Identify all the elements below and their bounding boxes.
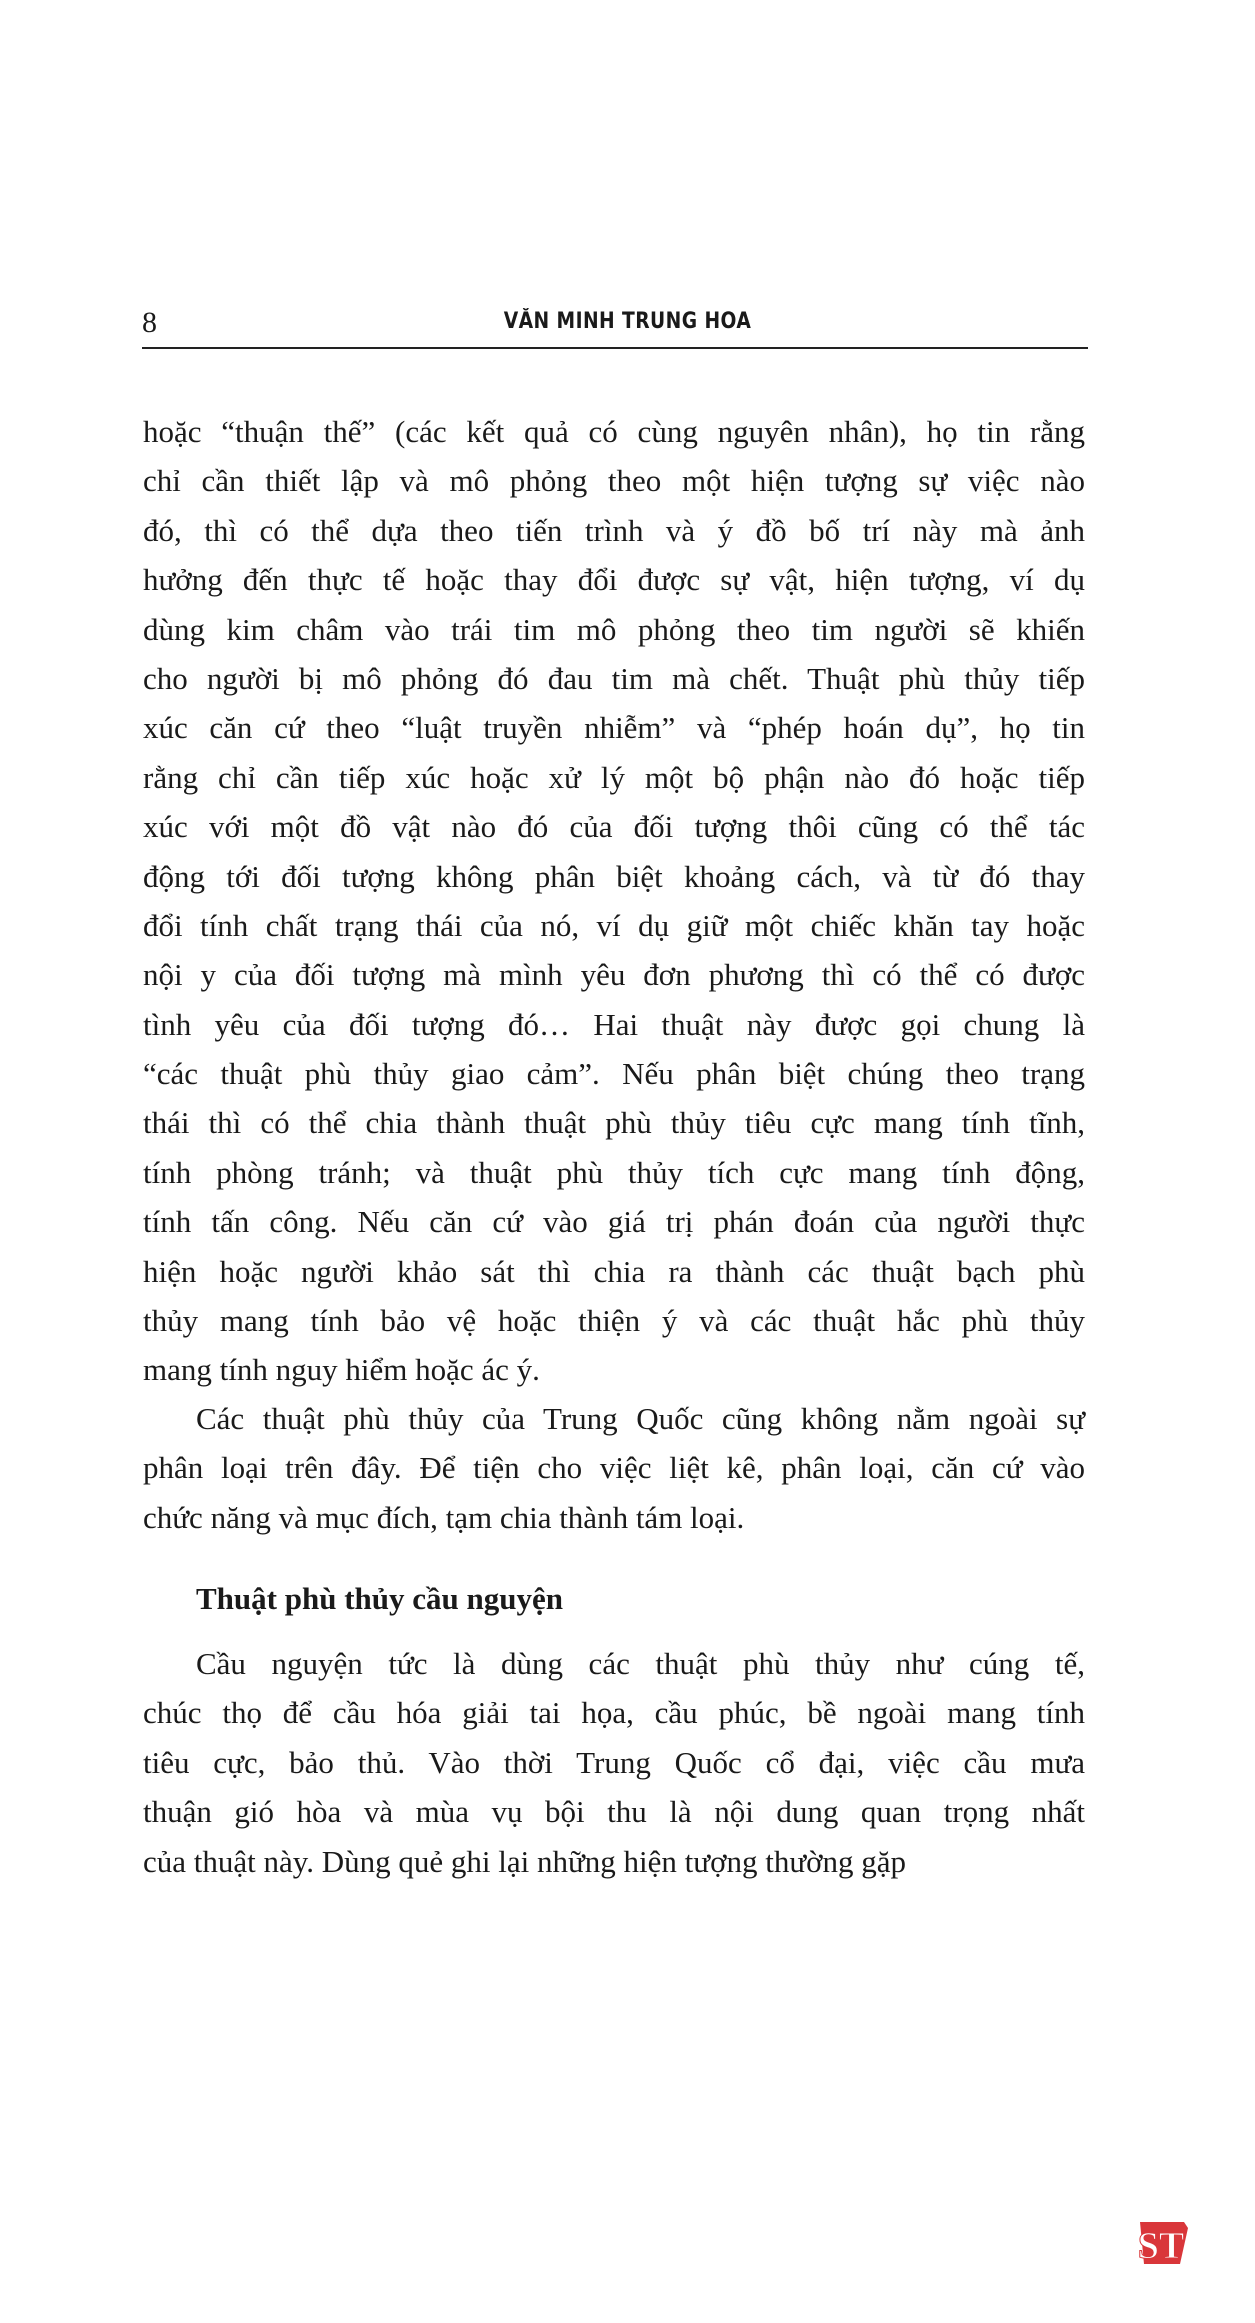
text-line: tình yêu của đối tượng đó… Hai thuật này được gọi chung là	[143, 1006, 1085, 1042]
text-line: thuận gió hòa và mùa vụ bội thu là nội dung quan trọng nhất	[143, 1794, 1085, 1830]
text-line: “các thuật phù thủy giao cảm”. Nếu phân biệt chúng theo trạng	[143, 1056, 1085, 1092]
text-line: đổi tính chất trạng thái của nó, ví dụ giữ một chiếc khăn tay hoặc	[143, 907, 1085, 943]
text-line: chỉ cần thiết lập và mô phỏng theo một hiện tượng sự việc nào	[143, 463, 1085, 499]
running-title: VĂN MINH TRUNG HOA	[503, 309, 752, 334]
text-line: thủy mang tính bảo vệ hoặc thiện ý và các thuật hắc phù thủy	[143, 1303, 1085, 1339]
text-line: chức năng và mục đích, tạm chia thành tám loại.	[143, 1499, 745, 1535]
text-line: mang tính nguy hiểm hoặc ác ý.	[143, 1352, 540, 1388]
paragraph-3	[143, 1639, 1085, 1886]
paragraph-2	[143, 1394, 1085, 1542]
section-heading: Thuật phù thủy cầu nguyện	[196, 1581, 563, 1616]
text-line: động tới đối tượng không phân biệt khoảng cách, và từ đó thay	[143, 858, 1085, 894]
paragraph-1	[143, 407, 1085, 1395]
text-line: đó, thì có thể dựa theo tiến trình và ý đồ bố trí này mà ảnh	[143, 512, 1085, 548]
page-number: 8	[142, 306, 157, 339]
text-line: phân loại trên đây. Để tiện cho việc liệt kê, phân loại, căn cứ vào	[143, 1450, 1085, 1486]
text-line: tiêu cực, bảo thủ. Vào thời Trung Quốc cổ đại, việc cầu mưa	[143, 1744, 1085, 1780]
text-line: xúc với một đồ vật nào đó của đối tượng thôi cũng có thể tác	[143, 809, 1085, 845]
text-line: của thuật này. Dùng quẻ ghi lại những hiện tượng thường gặp	[143, 1843, 907, 1879]
section-heading-block	[143, 1574, 1085, 1623]
text-line: chúc thọ để cầu hóa giải tai họa, cầu phúc, bề ngoài mang tính	[143, 1695, 1085, 1731]
text-line: cho người bị mô phỏng đó đau tim mà chết. Thuật phù thủy tiếp	[143, 660, 1085, 696]
text-line: hưởng đến thực tế hoặc thay đổi được sự vật, hiện tượng, ví dụ	[143, 562, 1085, 598]
text-line: thái thì có thể chia thành thuật phù thủy tiêu cực mang tính tĩnh,	[143, 1105, 1085, 1141]
publisher-logo	[1134, 2212, 1190, 2268]
text-line: rằng chỉ cần tiếp xúc hoặc xử lý một bộ phận nào đó hoặc tiếp	[143, 759, 1085, 795]
logo-text: ST	[1137, 2225, 1185, 2267]
text-line: nội y của đối tượng mà mình yêu đơn phương thì có thể có được	[143, 957, 1085, 993]
text-line: tính tấn công. Nếu căn cứ vào giá trị phán đoán của người thực	[143, 1204, 1085, 1240]
text-line: Cầu nguyện tức là dùng các thuật phù thủy như cúng tế,	[196, 1646, 1085, 1681]
text-line: hiện hoặc người khảo sát thì chia ra thành các thuật bạch phù	[143, 1253, 1085, 1289]
text-line: dùng kim châm vào trái tim mô phỏng theo tim người sẽ khiến	[143, 611, 1085, 647]
text-line: tính phòng tránh; và thuật phù thủy tích cực mang tính động,	[143, 1154, 1085, 1190]
header-rule	[142, 347, 1088, 349]
text-line: Các thuật phù thủy của Trung Quốc cũng không nằm ngoài sự	[196, 1401, 1085, 1436]
text-line: xúc căn cứ theo “luật truyền nhiễm” và “phép hoán dụ”, họ tin	[143, 710, 1085, 746]
text-line: hoặc “thuận thế” (các kết quả có cùng nguyên nhân), họ tin rằng	[143, 414, 1085, 449]
